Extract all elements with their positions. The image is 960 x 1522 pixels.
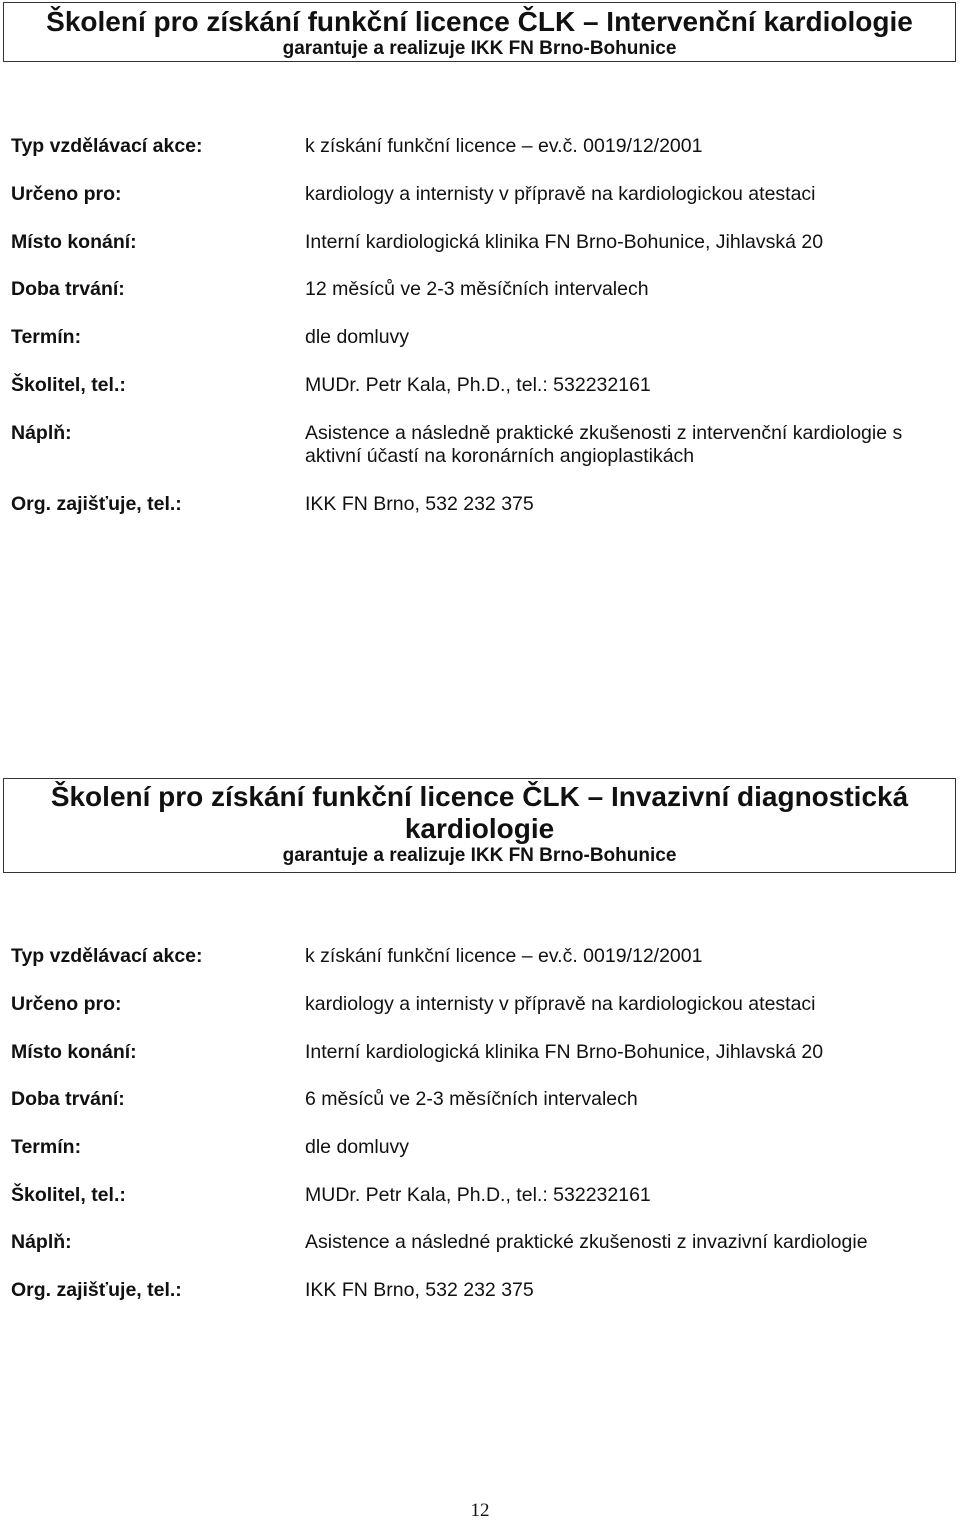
field-label: Doba trvání:: [11, 1088, 125, 1110]
field-value: kardiology a internisty v přípravě na kardiologickou atestaci: [305, 183, 816, 205]
field-value: IKK FN Brno, 532 232 375: [305, 493, 534, 515]
field-label: Určeno pro:: [11, 993, 122, 1015]
field-label: Typ vzdělávací akce:: [11, 135, 203, 157]
field-value: dle domluvy: [305, 326, 410, 348]
field-label: Termín:: [11, 1136, 82, 1158]
section-2-title: Školení pro získání funkční licence ČLK – Invazivní diagnostická kardiologie: [50, 781, 909, 844]
field-label: Org. zajišťuje, tel.:: [11, 493, 182, 515]
field-value: MUDr. Petr Kala, Ph.D., tel.: 532232161: [305, 1184, 651, 1206]
field-label: Náplň:: [11, 422, 72, 444]
section-2-title-box: [3, 778, 956, 873]
field-label: Termín:: [11, 326, 82, 348]
section-2-subtitle: garantuje a realizuje IKK FN Brno-Bohunice: [282, 845, 677, 866]
page-number: 12: [470, 1500, 490, 1521]
field-value: 6 měsíců ve 2-3 měsíčních intervalech: [305, 1088, 638, 1110]
field-value: IKK FN Brno, 532 232 375: [305, 1279, 534, 1301]
field-value: 12 měsíců ve 2-3 měsíčních intervalech: [305, 278, 649, 300]
field-label: Náplň:: [11, 1231, 72, 1253]
section-1-subtitle: garantuje a realizuje IKK FN Brno-Bohunice: [282, 38, 677, 59]
field-value: k získání funkční licence – ev.č. 0019/12/2001: [305, 135, 703, 157]
field-value: MUDr. Petr Kala, Ph.D., tel.: 532232161: [305, 374, 651, 396]
field-label: Školitel, tel.:: [11, 1184, 126, 1206]
field-label: Org. zajišťuje, tel.:: [11, 1279, 182, 1301]
field-value: Asistence a následné praktické zkušenosti z invazivní kardiologie: [305, 1231, 868, 1253]
field-label: Typ vzdělávací akce:: [11, 945, 203, 967]
field-value: k získání funkční licence – ev.č. 0019/12/2001: [305, 945, 703, 967]
field-value: Asistence a následně praktické zkušenosti z intervenční kardiologie s aktivní účastí na koronárních angioplastikách: [305, 422, 903, 467]
field-value: dle domluvy: [305, 1136, 410, 1158]
field-value: Interní kardiologická klinika FN Brno-Bohunice, Jihlavská 20: [305, 1041, 824, 1063]
section-1-title: Školení pro získání funkční licence ČLK – Intervenční kardiologie: [46, 6, 913, 37]
field-value: Interní kardiologická klinika FN Brno-Bohunice, Jihlavská 20: [305, 231, 824, 253]
field-value: kardiology a internisty v přípravě na kardiologickou atestaci: [305, 993, 816, 1015]
field-label: Školitel, tel.:: [11, 374, 126, 396]
section-1-title-box: [3, 2, 956, 62]
field-label: Určeno pro:: [11, 183, 122, 205]
field-label: Doba trvání:: [11, 278, 125, 300]
field-label: Místo konání:: [11, 1041, 137, 1063]
field-label: Místo konání:: [11, 231, 137, 253]
